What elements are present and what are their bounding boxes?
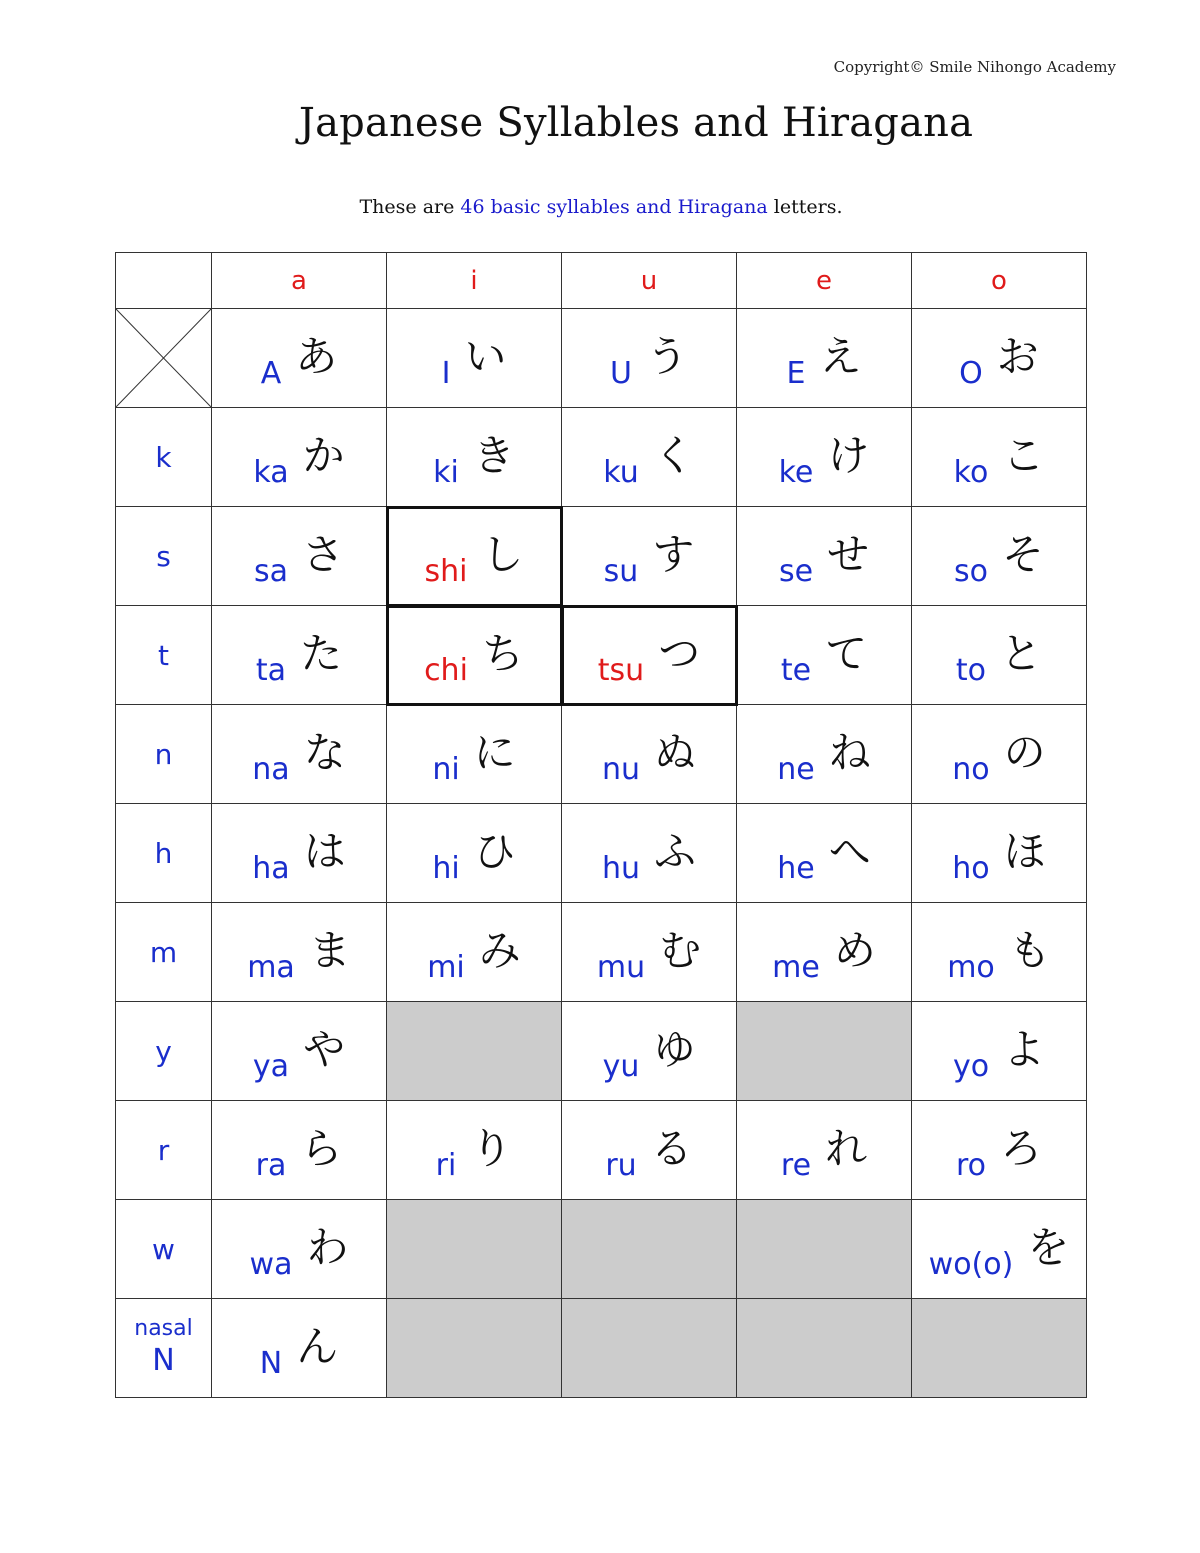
kana-cell bbox=[387, 903, 562, 1002]
hiragana-char: か bbox=[302, 431, 345, 480]
hiragana-char: ぬ bbox=[654, 728, 697, 777]
romaji-text: E bbox=[786, 356, 806, 391]
nasal-word: nasal bbox=[134, 1316, 193, 1342]
consonant-label: r bbox=[116, 1101, 212, 1200]
kana-cell bbox=[387, 507, 562, 606]
kana-cell bbox=[212, 606, 387, 705]
romaji-text: sa bbox=[253, 554, 288, 589]
kana-cell bbox=[212, 804, 387, 903]
romaji-text: ru bbox=[605, 1148, 637, 1183]
hiragana-char: へ bbox=[828, 827, 871, 876]
hiragana-char: き bbox=[472, 431, 515, 480]
kana-cell bbox=[737, 606, 912, 705]
romaji-text: nu bbox=[601, 752, 640, 787]
consonant-label: t bbox=[116, 606, 212, 705]
kana-cell bbox=[562, 408, 737, 507]
kana-cell bbox=[212, 1299, 387, 1398]
hiragana-char: わ bbox=[306, 1223, 349, 1272]
kana-cell bbox=[387, 804, 562, 903]
kana-cell bbox=[212, 408, 387, 507]
empty-cell bbox=[737, 1200, 912, 1299]
kana-cell bbox=[912, 903, 1087, 1002]
vowel-header: u bbox=[562, 253, 737, 309]
hiragana-char: れ bbox=[825, 1124, 868, 1173]
hiragana-char: は bbox=[303, 827, 346, 876]
romaji-text: re bbox=[780, 1148, 812, 1183]
kana-cell bbox=[562, 507, 737, 606]
kana-cell bbox=[737, 408, 912, 507]
romaji-text: ne bbox=[777, 752, 815, 787]
kana-cell bbox=[562, 804, 737, 903]
hiragana-char: む bbox=[659, 926, 702, 975]
page-title: Japanese Syllables and Hiragana bbox=[298, 100, 974, 146]
kana-cell bbox=[737, 903, 912, 1002]
consonant-label: w bbox=[116, 1200, 212, 1299]
romaji-text: N bbox=[259, 1346, 283, 1381]
kana-row bbox=[116, 408, 1087, 507]
hiragana-char: え bbox=[819, 332, 862, 381]
kana-cell bbox=[737, 309, 912, 408]
kana-row bbox=[116, 1200, 1087, 1299]
romaji-text: ka bbox=[253, 455, 289, 490]
hiragana-char: い bbox=[464, 332, 507, 381]
kana-cell bbox=[562, 1002, 737, 1101]
empty-cell bbox=[387, 1299, 562, 1398]
kana-cell bbox=[737, 1101, 912, 1200]
intro-text bbox=[0, 196, 1200, 218]
romaji-text: ra bbox=[255, 1148, 287, 1183]
header-corner bbox=[116, 253, 212, 309]
nasal-letter: N bbox=[152, 1343, 175, 1379]
empty-cell bbox=[387, 1200, 562, 1299]
hiragana-char: ね bbox=[828, 728, 871, 777]
romaji-text: ta bbox=[255, 653, 287, 688]
kana-cell bbox=[562, 903, 737, 1002]
empty-cell bbox=[737, 1002, 912, 1101]
consonant-label: h bbox=[116, 804, 212, 903]
hiragana-char: め bbox=[833, 926, 876, 975]
kana-cell bbox=[562, 606, 737, 705]
kana-row bbox=[116, 1101, 1087, 1200]
consonant-label: n bbox=[116, 705, 212, 804]
kana-cell bbox=[212, 309, 387, 408]
hiragana-char: さ bbox=[302, 530, 345, 579]
consonant-label: y bbox=[116, 1002, 212, 1101]
hiragana-char: そ bbox=[1001, 530, 1044, 579]
romaji-text: wa bbox=[249, 1247, 293, 1282]
kana-cell bbox=[562, 309, 737, 408]
kana-row bbox=[116, 1299, 1087, 1398]
hiragana-char: こ bbox=[1002, 431, 1045, 480]
kana-cell bbox=[212, 903, 387, 1002]
romaji-text: ha bbox=[252, 851, 290, 886]
vowel-header-row bbox=[116, 253, 1087, 309]
romaji-text: te bbox=[780, 653, 812, 688]
hiragana-char: ち bbox=[481, 629, 524, 678]
romaji-text: ri bbox=[435, 1148, 457, 1183]
kana-cell bbox=[212, 1200, 387, 1299]
hiragana-char: り bbox=[470, 1124, 513, 1173]
romaji-text: ho bbox=[952, 851, 990, 886]
intro-highlight: 46 basic syllables and Hiragana bbox=[460, 196, 768, 218]
hiragana-char: す bbox=[652, 530, 695, 579]
cross-mark-icon bbox=[116, 309, 211, 407]
hiragana-char: う bbox=[645, 332, 688, 381]
kana-cell bbox=[212, 1101, 387, 1200]
hiragana-char: け bbox=[827, 431, 870, 480]
hiragana-char: た bbox=[300, 629, 343, 678]
kana-cell bbox=[212, 1002, 387, 1101]
hiragana-table bbox=[115, 252, 1087, 1398]
consonant-label bbox=[116, 1299, 212, 1398]
romaji-text: tsu bbox=[597, 653, 645, 688]
hiragana-char: の bbox=[1003, 728, 1046, 777]
romaji-text: chi bbox=[424, 653, 468, 688]
empty-cell bbox=[912, 1299, 1087, 1398]
kana-cell bbox=[912, 705, 1087, 804]
empty-cell bbox=[562, 1200, 737, 1299]
romaji-text: ki bbox=[433, 455, 459, 490]
intro-after: letters. bbox=[767, 196, 843, 218]
romaji-text: me bbox=[772, 950, 820, 985]
kana-cell bbox=[912, 408, 1087, 507]
kana-cell bbox=[212, 705, 387, 804]
vowel-header: a bbox=[212, 253, 387, 309]
romaji-text: se bbox=[778, 554, 814, 589]
kana-row bbox=[116, 309, 1087, 408]
empty-cell bbox=[387, 1002, 562, 1101]
romaji-text: su bbox=[603, 554, 639, 589]
kana-row bbox=[116, 705, 1087, 804]
kana-cell bbox=[387, 705, 562, 804]
hiragana-char: や bbox=[303, 1025, 346, 1074]
romaji-text: shi bbox=[424, 554, 468, 589]
kana-cell bbox=[387, 606, 562, 705]
kana-row bbox=[116, 1002, 1087, 1101]
kana-cell bbox=[912, 1200, 1087, 1299]
romaji-text: O bbox=[959, 356, 983, 391]
consonant-label: k bbox=[116, 408, 212, 507]
empty-cell bbox=[737, 1299, 912, 1398]
romaji-text: ni bbox=[432, 752, 460, 787]
hiragana-char: く bbox=[652, 431, 695, 480]
romaji-text: ku bbox=[603, 455, 639, 490]
hiragana-char: ふ bbox=[654, 827, 697, 876]
kana-cell bbox=[912, 804, 1087, 903]
romaji-text: yo bbox=[952, 1049, 990, 1084]
romaji-text: mi bbox=[427, 950, 465, 985]
kana-cell bbox=[912, 606, 1087, 705]
romaji-text: mo bbox=[947, 950, 995, 985]
kana-row bbox=[116, 507, 1087, 606]
copyright-notice: Copyright© Smile Nihongo Academy bbox=[833, 58, 1116, 76]
kana-cell bbox=[737, 705, 912, 804]
romaji-text: no bbox=[952, 752, 990, 787]
romaji-text: yu bbox=[602, 1049, 640, 1084]
hiragana-char: よ bbox=[1003, 1025, 1046, 1074]
romaji-text: hu bbox=[601, 851, 640, 886]
kana-cell bbox=[737, 507, 912, 606]
consonant-label: m bbox=[116, 903, 212, 1002]
hiragana-char: つ bbox=[658, 629, 701, 678]
hiragana-char: み bbox=[478, 926, 521, 975]
hiragana-char: あ bbox=[295, 332, 338, 381]
vowel-header: i bbox=[387, 253, 562, 309]
kana-cell bbox=[737, 804, 912, 903]
romaji-text: wo(o) bbox=[928, 1247, 1014, 1282]
kana-cell bbox=[912, 507, 1087, 606]
hiragana-char: ま bbox=[308, 926, 351, 975]
hiragana-char: と bbox=[1000, 629, 1043, 678]
romaji-text: ko bbox=[953, 455, 989, 490]
hiragana-char: ん bbox=[296, 1322, 339, 1371]
kana-cell bbox=[212, 507, 387, 606]
hiragana-char: に bbox=[473, 728, 516, 777]
hiragana-char: も bbox=[1008, 926, 1051, 975]
romaji-text: hi bbox=[432, 851, 460, 886]
hiragana-char: せ bbox=[827, 530, 870, 579]
hiragana-char: を bbox=[1027, 1223, 1070, 1272]
kana-row bbox=[116, 804, 1087, 903]
kana-cell bbox=[387, 408, 562, 507]
hiragana-char: な bbox=[303, 728, 346, 777]
romaji-text: he bbox=[777, 851, 815, 886]
hiragana-char: ひ bbox=[473, 827, 516, 876]
crossed-corner-cell bbox=[116, 309, 212, 408]
romaji-text: to bbox=[955, 653, 987, 688]
romaji-text: ro bbox=[955, 1148, 986, 1183]
kana-cell bbox=[387, 309, 562, 408]
hiragana-char: ほ bbox=[1003, 827, 1046, 876]
kana-cell bbox=[912, 1002, 1087, 1101]
kana-row bbox=[116, 606, 1087, 705]
kana-row bbox=[116, 903, 1087, 1002]
hiragana-char: る bbox=[650, 1124, 693, 1173]
hiragana-char: ろ bbox=[1000, 1124, 1043, 1173]
kana-cell bbox=[912, 1101, 1087, 1200]
hiragana-char: ゆ bbox=[653, 1025, 696, 1074]
vowel-header: e bbox=[737, 253, 912, 309]
kana-cell bbox=[562, 1101, 737, 1200]
romaji-text: na bbox=[252, 752, 290, 787]
intro-before: These are bbox=[359, 196, 461, 218]
romaji-text: ma bbox=[247, 950, 295, 985]
romaji-text: so bbox=[954, 554, 988, 589]
romaji-text: mu bbox=[596, 950, 646, 985]
kana-cell bbox=[387, 1101, 562, 1200]
hiragana-char: し bbox=[481, 530, 524, 579]
kana-cell bbox=[912, 309, 1087, 408]
kana-cell bbox=[562, 705, 737, 804]
romaji-text: A bbox=[260, 356, 282, 391]
hiragana-char: お bbox=[996, 332, 1039, 381]
hiragana-table-body bbox=[116, 309, 1087, 1398]
vowel-header: o bbox=[912, 253, 1087, 309]
romaji-text: ya bbox=[252, 1049, 290, 1084]
romaji-text: ke bbox=[778, 455, 814, 490]
hiragana-char: て bbox=[825, 629, 868, 678]
consonant-label: s bbox=[116, 507, 212, 606]
romaji-text: U bbox=[610, 356, 632, 391]
hiragana-char: ら bbox=[300, 1124, 343, 1173]
empty-cell bbox=[562, 1299, 737, 1398]
romaji-text: I bbox=[441, 356, 451, 391]
